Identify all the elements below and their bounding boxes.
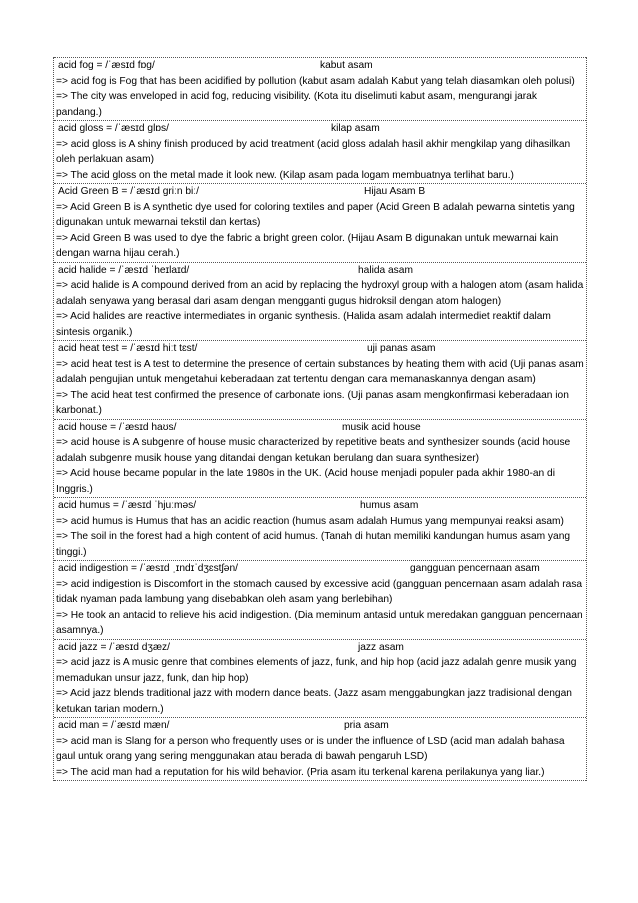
entry-definition: => acid humus is Humus that has an acidic reaction (humus asam adalah Humus yang mempunyai reaksi asam) (56, 515, 564, 527)
entry-definition: => acid jazz is A music genre that combines elements of jazz, funk, and hip hop (acid jazz adalah genre musik yang memadukan unsur jazz, funk, dan hip hop) (56, 657, 577, 684)
entry-translation: gangguan pencernaan asam (410, 563, 540, 574)
entry-definition: => acid man is Slang for a person who frequently uses or is under the influence of LSD (acid man adalah bahasa gaul untuk orang yang sering menggunakan atau berada di bawah pengaruh LSD) (56, 735, 565, 762)
entry-term: acid house = /ˈæsɪd haʊs/ (58, 421, 177, 433)
entry-term: Acid Green B = /ˈæsɪd griːn biː/ (58, 186, 199, 197)
entry-definition: => acid gloss is A shiny finish produced by acid treatment (acid gloss adalah hasil akhir mengkilap yang dihasilkan oleh perlakuan asam) (56, 138, 571, 165)
entry-acid-house (54, 419, 586, 498)
dictionary-page (53, 57, 587, 781)
entry-example: => Acid halides are reactive intermediates in organic synthesis. (Halida asam adalah intermediet reaktif dalam sintesis organik.) (56, 311, 551, 338)
entry-definition: => acid heat test is A test to determine the presence of certain substances by heating them with acid (Uji panas asam adalah pengujian untuk mengetahui keberadaan zat tertentu dengan cara memanaskannya dengan asam) (56, 358, 584, 385)
entry-translation: jazz asam (358, 641, 404, 653)
entry-acid-jazz (54, 639, 586, 718)
entry-term: acid fog = /ˈæsɪd fɒg/ (58, 60, 155, 71)
entry-translation: kabut asam (320, 60, 373, 71)
entry-example: => Acid Green B was used to dye the fabric a bright green color. (Hijau Asam B digunakan untuk mewarnai kain dengan warna hijau cerah.) (56, 232, 559, 259)
entry-acid-fog (54, 57, 586, 120)
entry-term: acid indigestion = /ˈæsɪd ˌɪndɪˈdʒɛstʃən/ (58, 563, 238, 574)
entry-definition: => acid house is A subgenre of house music characterized by repetitive beats and synthesizer sounds (acid house adalah subgenre musik house yang ditandai dengan ketukan berulang dan suara synthesizer) (56, 437, 571, 464)
entry-translation: musik acid house (342, 421, 421, 433)
entry-example: => He took an antacid to relieve his acid indigestion. (Dia meminum antasid untuk meredakan gangguan pencernaan asamnya.) (56, 609, 583, 636)
entry-acid-green-b (54, 183, 586, 262)
entry-example: => The acid man had a reputation for his wild behavior. (Pria asam itu terkenal karena perilakunya yang liar.) (56, 766, 545, 778)
entry-translation: uji panas asam (367, 343, 436, 354)
entry-acid-man (54, 717, 586, 781)
entry-term: acid heat test = /ˈæsɪd hiːt tɛst/ (58, 343, 198, 354)
entry-example: => The acid heat test confirmed the presence of carbonate ions. (Uji panas asam mengkonfirmasi keberadaan ion karbonat.) (56, 389, 569, 416)
entry-acid-indigestion (54, 560, 586, 639)
entry-definition: => acid halide is A compound derived from an acid by replacing the hydroxyl group with a halogen atom (asam halida adalah senyawa yang berasal dari asam dengan mengganti gugus hidroksil dengan atom halogen) (56, 280, 584, 307)
entry-example: => Acid jazz blends traditional jazz with modern dance beats. (Jazz asam menggabungkan jazz tradisional dengan ketukan tarian modern.) (56, 688, 572, 715)
entry-term: acid jazz = /ˈæsɪd dʒæz/ (58, 641, 170, 653)
entry-term: acid humus = /ˈæsɪd ˈhjuːməs/ (58, 500, 197, 511)
entry-definition: => Acid Green B is A synthetic dye used for coloring textiles and paper (Acid Green B adalah pewarna sintetis yang digunakan untuk mewarnai tekstil dan kertas) (56, 201, 575, 228)
entry-acid-gloss (54, 120, 586, 183)
entry-translation: humus asam (360, 500, 419, 511)
entry-term: acid gloss = /ˈæsɪd glɒs/ (58, 123, 169, 134)
entry-translation: halida asam (358, 264, 413, 276)
entry-term: acid man = /ˈæsɪd mæn/ (58, 720, 170, 731)
entry-translation: pria asam (344, 720, 389, 731)
entry-term: acid halide = /ˈæsɪd ˈheɪlaɪd/ (58, 264, 190, 276)
entry-translation: kilap asam (331, 123, 380, 134)
entry-acid-halide (54, 262, 586, 341)
entry-translation: Hijau Asam B (364, 186, 426, 197)
entry-acid-heat-test (54, 340, 586, 419)
entry-example: => The city was enveloped in acid fog, reducing visibility. (Kota itu diselimuti kabut asam, mengurangi jarak pandang.) (56, 91, 537, 118)
entry-acid-humus (54, 497, 586, 560)
entry-definition: => acid fog is Fog that has been acidified by pollution (kabut asam adalah Kabut yang telah diasamkan oleh polusi) (56, 75, 575, 87)
entry-example: => The acid gloss on the metal made it look new. (Kilap asam pada logam membuatnya terlihat baru.) (56, 169, 514, 181)
entry-example: => The soil in the forest had a high content of acid humus. (Tanah di hutan memiliki kandungan humus asam yang tinggi.) (56, 531, 571, 558)
entry-definition: => acid indigestion is Discomfort in the stomach caused by excessive acid (gangguan pencernaan asam adalah rasa tidak nyaman pada lambung yang disebabkan oleh asam yang berlebihan) (56, 578, 583, 605)
entry-example: => Acid house became popular in the late 1980s in the UK. (Acid house menjadi populer pada akhir 1980-an di Inggris.) (56, 468, 555, 495)
